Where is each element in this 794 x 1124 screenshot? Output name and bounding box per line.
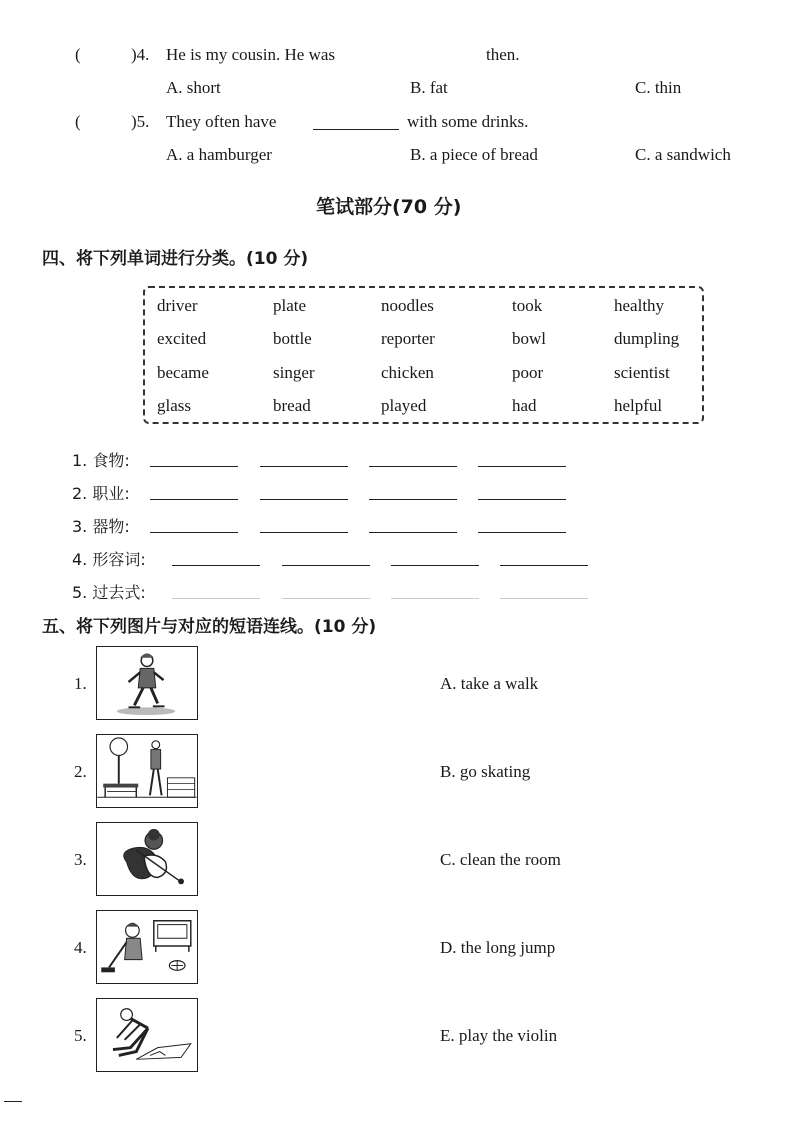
answer-blank[interactable] [172,565,260,566]
word-dumpling: dumpling [614,329,680,348]
answer-blank[interactable] [282,565,370,566]
q5-text-after: with some drinks. [407,112,529,131]
category-label-utensil: 3. 器物: [72,517,130,536]
q4-option-c: C. thin [635,78,682,97]
q4-text-after: then. [486,45,520,64]
word-bank-box [143,286,704,424]
word-bread: bread [273,396,311,415]
answer-blank[interactable] [369,532,457,533]
long-jump-illustration [97,999,197,1071]
item-number-1: 1. [74,674,87,693]
answer-blank[interactable] [391,598,479,599]
answer-blank[interactable] [260,466,348,467]
category-label-food: 1. 食物: [72,451,130,470]
answer-blank[interactable] [478,499,566,500]
word-poor: poor [512,363,544,382]
skating-picture[interactable] [96,646,198,720]
q5-option-a: A. a hamburger [166,145,272,164]
word-driver: driver [157,296,198,315]
written-part-title: 笔试部分(70 分) [316,196,462,218]
violin-picture[interactable] [96,822,198,896]
category-label-adjective: 4. 形容词: [72,550,146,569]
cleaning-room-illustration [97,911,197,983]
item-number-4: 4. [74,938,87,957]
answer-blank[interactable] [369,466,457,467]
page-corner-mark [4,1101,22,1102]
answer-blank[interactable] [260,532,348,533]
q5-number: )5. [131,112,150,131]
phrase-a[interactable]: A. take a walk [440,674,539,693]
answer-blank[interactable] [369,499,457,500]
word-chicken: chicken [381,363,434,382]
item-number-3: 3. [74,850,87,869]
answer-blank[interactable] [172,598,260,599]
answer-blank[interactable] [500,598,588,599]
word-helpful: helpful [614,396,663,415]
word-scientist: scientist [614,363,670,382]
word-plate: plate [273,296,307,315]
answer-blank[interactable] [478,532,566,533]
q4-text: He is my cousin. He was [166,45,336,64]
q4-open-paren: ( [75,45,81,64]
answer-blank[interactable] [150,466,238,467]
q5-option-b: B. a piece of bread [410,145,538,164]
q5-text: They often have [166,112,277,131]
word-bowl: bowl [512,329,546,348]
answer-blank[interactable] [391,565,479,566]
violinist-illustration [97,823,197,895]
park-walk-illustration [97,735,197,807]
category-label-job: 2. 职业: [72,484,130,503]
word-glass: glass [157,396,191,415]
phrase-d[interactable]: D. the long jump [440,938,556,957]
answer-blank[interactable] [150,532,238,533]
phrase-c[interactable]: C. clean the room [440,850,561,869]
answer-blank[interactable] [282,598,370,599]
q5-open-paren: ( [75,112,81,131]
section-4-heading: 四、将下列单词进行分类。(10 分) [42,249,309,269]
answer-blank[interactable] [260,499,348,500]
word-singer: singer [273,363,315,382]
word-played: played [381,396,427,415]
word-excited: excited [157,329,207,348]
word-reporter: reporter [381,329,435,348]
word-bottle: bottle [273,329,312,348]
item-number-5: 5. [74,1026,87,1045]
skater-illustration [97,647,197,719]
q4-option-b: B. fat [410,78,448,97]
category-label-past-tense: 5. 过去式: [72,583,146,602]
answer-blank[interactable] [478,466,566,467]
q5-option-c: C. a sandwich [635,145,731,164]
q4-option-a: A. short [166,78,221,97]
answer-blank[interactable] [500,565,588,566]
section-5-heading: 五、将下列图片与对应的短语连线。(10 分) [42,617,377,637]
walking-picture[interactable] [96,734,198,808]
word-noodles: noodles [381,296,434,315]
long-jump-picture[interactable] [96,998,198,1072]
item-number-2: 2. [74,762,87,781]
word-took: took [512,296,543,315]
phrase-b[interactable]: B. go skating [440,762,531,781]
q5-blank[interactable] [313,129,399,130]
word-had: had [512,396,537,415]
phrase-e[interactable]: E. play the violin [440,1026,558,1045]
word-healthy: healthy [614,296,665,315]
cleaning-picture[interactable] [96,910,198,984]
answer-blank[interactable] [150,499,238,500]
q4-number: )4. [131,45,150,64]
word-became: became [157,363,209,382]
